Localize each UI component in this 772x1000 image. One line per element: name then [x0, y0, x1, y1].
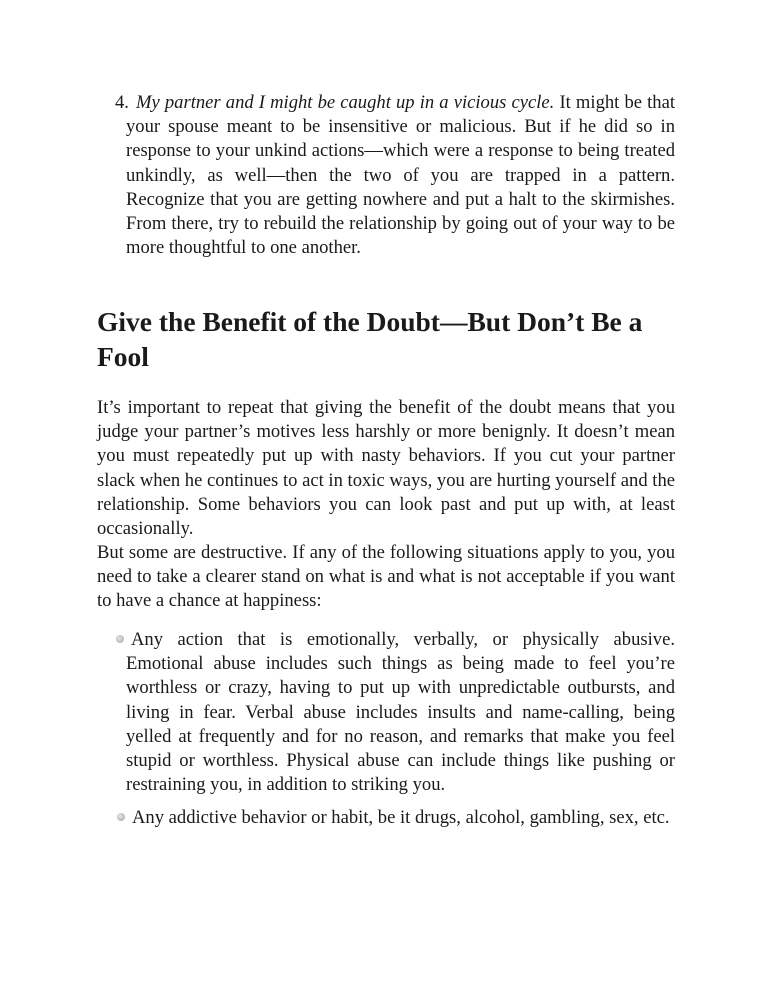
bullet-icon: [116, 635, 124, 643]
bullet-text: Any addictive behavior or habit, be it drugs, alcohol, gambling, sex, etc.: [132, 807, 670, 828]
bullet-text: Any action that is emotionally, verbally, or physically abusive. Emotional abuse includes such things as being made to feel you’re worthless or crazy, having to put up with unpredictable outbursts, and living in fear. Verbal abuse includes insults and name-calling, being yelled at frequently and for no reason, and remarks that make you feel stupid or worthless. Physical abuse can include things like pushing or restraining you, in addition to striking you.: [126, 629, 675, 796]
paragraph: It’s important to repeat that giving the benefit of the doubt means that you judge your partner’s motives less harshly or more benignly. It doesn’t mean you must repeatedly put up with nasty behaviors. If you cut your partner slack when he continues to act in toxic ways, you are hurting yourself and the relationship. Some behaviors you can look past and put up with, at least occasionally.: [97, 397, 675, 540]
bullet-list-item: [97, 806, 675, 830]
italic-lead-text: My partner and I might be caught up in a vicious cycle.: [136, 92, 555, 113]
list-item-body: It might be that your spouse meant to be insensitive or malicious. But if he did so in response to your unkind actions—which were a response to being treated unkindly, as well—then the two of you are trapped in a pattern. Recognize that you are getting nowhere and put a halt to the skirmishes. From there, try to rebuild the relationship by going out of your way to be more thoughtful to one another.: [126, 92, 676, 259]
bullet-icon: [117, 813, 125, 821]
list-number: 4.: [115, 92, 129, 113]
paragraph: But some are destructive. If any of the following situations apply to you, you need to take a clearer stand on what is and what is not acceptable if you want to have a chance at happiness:: [97, 542, 675, 612]
numbered-list-item: [115, 91, 676, 260]
section-heading: Give the Benefit of the Doubt—But Don’t Be a Fool: [97, 306, 643, 372]
bullet-list-item: [126, 628, 675, 797]
